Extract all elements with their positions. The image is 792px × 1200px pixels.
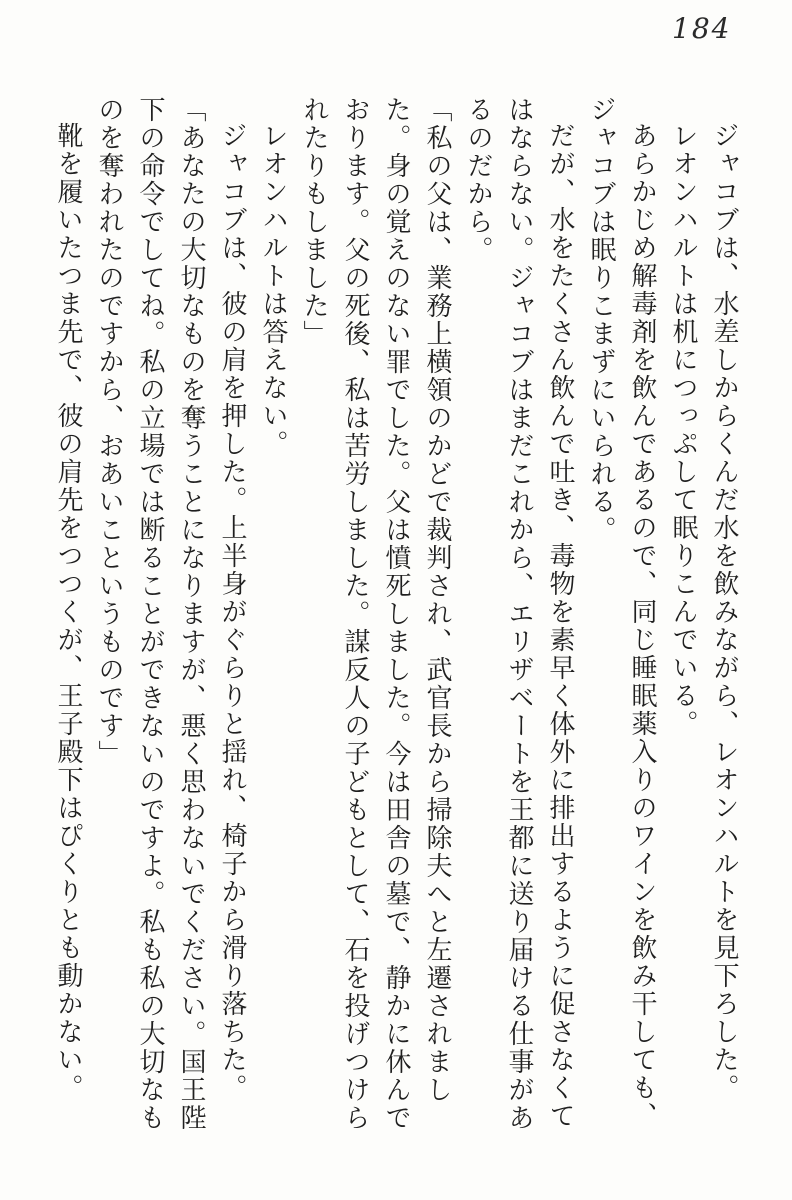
paragraph: レオンハルトは答えない。	[258, 122, 288, 458]
paragraph: ジャコブは、水差しからくんだ水を飲みながら、レオンハルトを見下ろした。	[709, 122, 739, 1102]
paragraph: あらかじめ解毒剤を飲んであるので、同じ睡眠薬入りのワインを飲み干しても、ジャコブは眠りこまずにいられる。	[586, 96, 657, 1130]
paragraph: ジャコブは、彼の肩を押した。上半身がぐらりと揺れ、椅子から滑り落ちた。	[217, 122, 247, 1102]
page-number: 184	[672, 12, 732, 45]
text-block	[44, 96, 744, 1142]
paragraph: 「あなたの大切なものを奪うことになりますが、悪く思わないでください。国王陛下の命令でしてね。私の立場では断ることができないのですよ。私も私の大切なものを奪われたのですから、おあいこというものです」	[94, 96, 206, 1132]
paragraph: レオンハルトは机につっぷして眠りこんでいる。	[668, 122, 698, 738]
paragraph: だが、水をたくさん飲んで吐き、毒物を素早く体外に排出するように促さなくてはならない。ジャコブはまだこれから、エリザベートを王都に送り届ける仕事があるのだから。	[463, 96, 575, 1132]
paragraph: 「私の父は、業務上横領のかどで裁判され、武官長から掃除夫へと左遷されました。身の覚えのない罪でした。父は憤死しました。今は田舎の墓で、静かに休んでおります。父の死後、私は苦労しました。謀反人の子どもとして、石を投げつけられたりもしました」	[299, 96, 452, 1132]
paragraph: 靴を履いたつま先で、彼の肩先をつつくが、王子殿下はぴくりとも動かない。	[53, 122, 83, 1102]
